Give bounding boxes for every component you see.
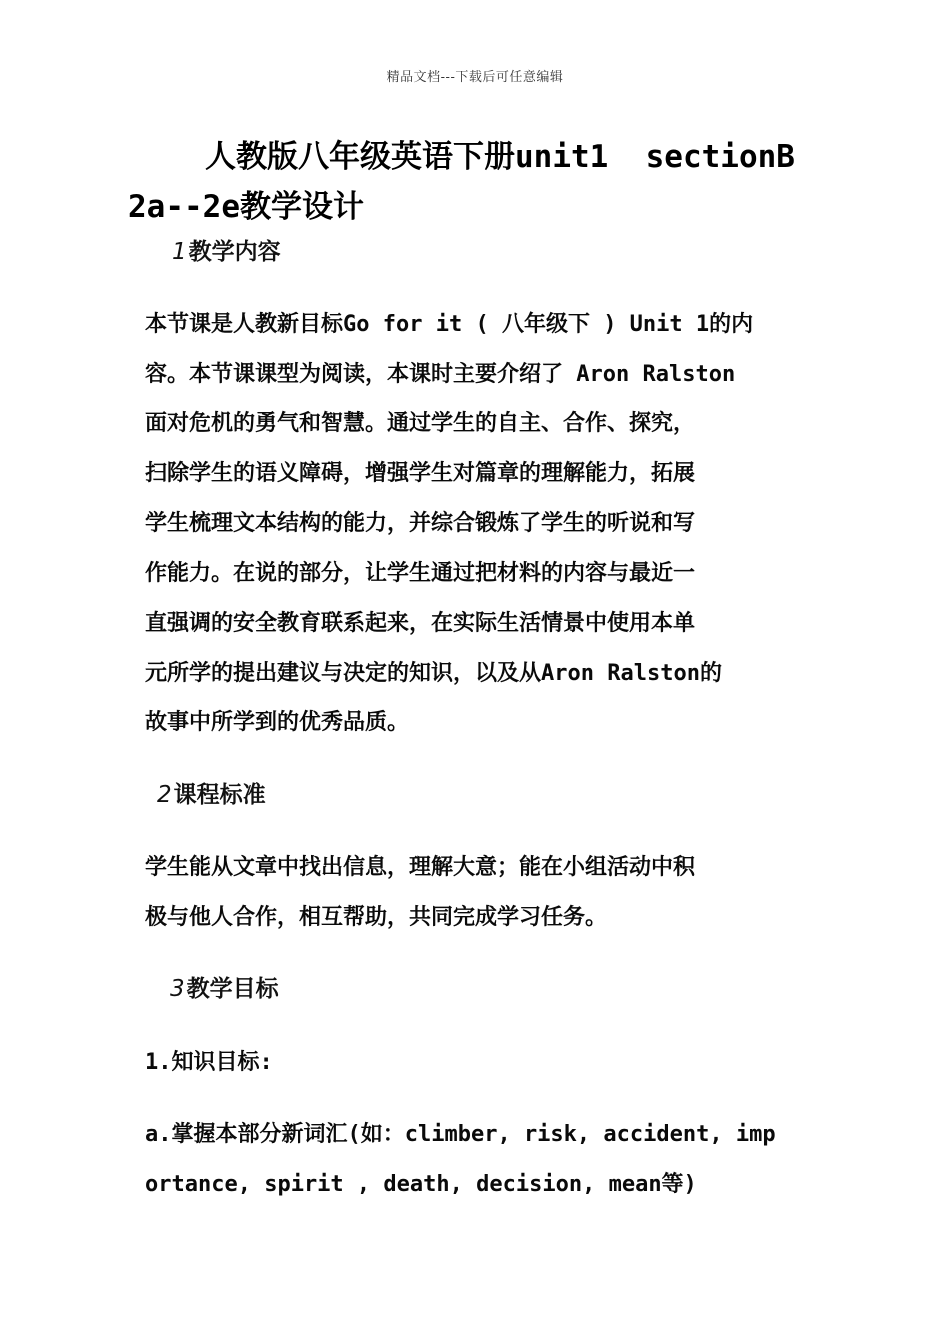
paragraph-line: ortance, spirit , death, decision, mean等) — [145, 1172, 697, 1197]
paragraph-line: 容。本节课课型为阅读，本课时主要介绍了 Aron Ralston — [145, 362, 736, 387]
paragraph-line: 面对危机的勇气和智慧。通过学生的自主、合作、探究， — [145, 411, 696, 436]
paragraph-line: 学生梳理文本结构的能力，并综合锻炼了学生的听说和写 — [145, 511, 696, 536]
paragraph-line: 1.知识目标: — [145, 1050, 273, 1075]
section-number: 2 — [157, 782, 172, 808]
section-title: 课程标准 — [173, 782, 266, 808]
paragraph-line: 极与他人合作，相互帮助，共同完成学习任务。 — [145, 905, 608, 930]
paragraph-line: 元所学的提出建议与决定的知识，以及从Aron Ralston的 — [145, 661, 722, 686]
paragraph-line: 本节课是人教新目标Go for it ( 八年级下 ) Unit 1的内 — [145, 312, 754, 337]
paragraph-line: 直强调的安全教育联系起来，在实际生活情景中使用本单 — [145, 611, 696, 636]
section-number: 1 — [172, 239, 187, 265]
document-title-line-2: 2a--2e教学设计 — [128, 189, 364, 225]
section-title: 教学内容 — [188, 239, 281, 265]
document-title-line-1: 人教版八年级英语下册unit1 sectionB — [205, 139, 795, 175]
paragraph-line: 学生能从文章中找出信息，理解大意；能在小组活动中积 — [145, 855, 696, 880]
paragraph-line: 故事中所学到的优秀品质。 — [145, 710, 410, 735]
paragraph-line: 作能力。在说的部分，让学生通过把材料的内容与最近一 — [145, 561, 696, 586]
section-number: 3 — [170, 976, 185, 1002]
paragraph-line: a.掌握本部分新词汇(如：climber, risk, accident, imp — [145, 1122, 776, 1147]
section-title: 教学目标 — [186, 976, 279, 1002]
section-heading-teaching-goals — [170, 970, 279, 1003]
header-note: 精品文档---下载后可任意编辑 — [386, 70, 564, 85]
paragraph-line: 扫除学生的语义障碍，增强学生对篇章的理解能力，拓展 — [145, 461, 696, 486]
section-heading-curriculum-standard — [157, 776, 266, 809]
section-heading-teaching-content — [172, 233, 281, 266]
